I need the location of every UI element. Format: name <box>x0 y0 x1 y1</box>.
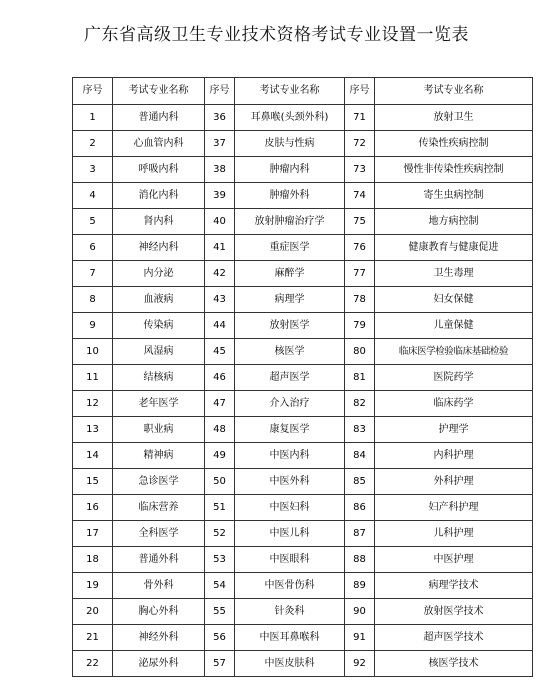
row-number-cell: 92 <box>345 651 375 677</box>
specialty-name-cell: 中医皮肤科 <box>235 651 345 677</box>
specialty-name-cell: 泌尿外科 <box>113 651 205 677</box>
row-number-cell: 57 <box>205 651 235 677</box>
specialty-name-cell: 肾内科 <box>113 209 205 235</box>
row-number-cell: 80 <box>345 339 375 365</box>
row-number-cell: 72 <box>345 131 375 157</box>
row-number-cell: 44 <box>205 313 235 339</box>
specialty-name-cell: 呼吸内科 <box>113 157 205 183</box>
table-row <box>73 131 533 157</box>
specialty-name-cell: 胸心外科 <box>113 599 205 625</box>
row-number-cell: 3 <box>73 157 113 183</box>
column-header-number: 序号 <box>205 78 235 105</box>
row-number-cell: 90 <box>345 599 375 625</box>
row-number-cell: 5 <box>73 209 113 235</box>
table-row <box>73 183 533 209</box>
row-number-cell: 91 <box>345 625 375 651</box>
specialty-name-cell: 医院药学 <box>375 365 533 391</box>
page-title: 广东省高级卫生专业技术资格考试专业设置一览表 <box>84 25 469 45</box>
row-number-cell: 79 <box>345 313 375 339</box>
row-number-cell: 83 <box>345 417 375 443</box>
row-number-cell: 12 <box>73 391 113 417</box>
table-row <box>73 261 533 287</box>
specialty-name-cell: 中医耳鼻喉科 <box>235 625 345 651</box>
column-header-number: 序号 <box>73 78 113 105</box>
row-number-cell: 84 <box>345 443 375 469</box>
table-row <box>73 573 533 599</box>
specialty-name-cell: 放射卫生 <box>375 105 533 131</box>
row-number-cell: 85 <box>345 469 375 495</box>
specialty-name-cell: 传染病 <box>113 313 205 339</box>
specialty-name-cell: 全科医学 <box>113 521 205 547</box>
table-row <box>73 157 533 183</box>
table-row <box>73 365 533 391</box>
row-number-cell: 37 <box>205 131 235 157</box>
specialty-name-cell: 慢性非传染性疾病控制 <box>375 157 533 183</box>
specialty-name-cell: 内分泌 <box>113 261 205 287</box>
specialty-name-cell: 儿童保健 <box>375 313 533 339</box>
table-row <box>73 599 533 625</box>
row-number-cell: 11 <box>73 365 113 391</box>
row-number-cell: 74 <box>345 183 375 209</box>
table-row <box>73 339 533 365</box>
table-row <box>73 391 533 417</box>
specialty-name-cell: 消化内科 <box>113 183 205 209</box>
table-row <box>73 547 533 573</box>
row-number-cell: 54 <box>205 573 235 599</box>
row-number-cell: 38 <box>205 157 235 183</box>
row-number-cell: 13 <box>73 417 113 443</box>
row-number-cell: 81 <box>345 365 375 391</box>
specialty-name-cell: 普通内科 <box>113 105 205 131</box>
specialty-name-cell: 中医儿科 <box>235 521 345 547</box>
row-number-cell: 50 <box>205 469 235 495</box>
row-number-cell: 86 <box>345 495 375 521</box>
row-number-cell: 4 <box>73 183 113 209</box>
specialty-name-cell: 病理学技术 <box>375 573 533 599</box>
specialty-name-cell: 血液病 <box>113 287 205 313</box>
table-row <box>73 235 533 261</box>
row-number-cell: 36 <box>205 105 235 131</box>
row-number-cell: 9 <box>73 313 113 339</box>
specialty-name-cell: 护理学 <box>375 417 533 443</box>
row-number-cell: 40 <box>205 209 235 235</box>
specialty-name-cell: 超声医学 <box>235 365 345 391</box>
specialty-name-cell: 老年医学 <box>113 391 205 417</box>
column-header-number: 序号 <box>345 78 375 105</box>
row-number-cell: 10 <box>73 339 113 365</box>
row-number-cell: 7 <box>73 261 113 287</box>
specialty-name-cell: 传染性疾病控制 <box>375 131 533 157</box>
row-number-cell: 15 <box>73 469 113 495</box>
column-header-specialty: 考试专业名称 <box>113 78 205 105</box>
specialty-name-cell: 中医外科 <box>235 469 345 495</box>
specialty-name-cell: 地方病控制 <box>375 209 533 235</box>
row-number-cell: 46 <box>205 365 235 391</box>
specialty-name-cell: 超声医学技术 <box>375 625 533 651</box>
specialty-name-cell: 精神病 <box>113 443 205 469</box>
table-row <box>73 105 533 131</box>
row-number-cell: 18 <box>73 547 113 573</box>
row-number-cell: 14 <box>73 443 113 469</box>
row-number-cell: 17 <box>73 521 113 547</box>
table-row <box>73 469 533 495</box>
specialty-name-cell: 针灸科 <box>235 599 345 625</box>
specialty-name-cell: 中医内科 <box>235 443 345 469</box>
table-row <box>73 209 533 235</box>
specialty-name-cell: 卫生毒理 <box>375 261 533 287</box>
row-number-cell: 71 <box>345 105 375 131</box>
specialty-name-cell: 风湿病 <box>113 339 205 365</box>
row-number-cell: 82 <box>345 391 375 417</box>
table-row <box>73 287 533 313</box>
specialty-name-cell: 肿瘤外科 <box>235 183 345 209</box>
specialty-name-cell: 寄生虫病控制 <box>375 183 533 209</box>
specialty-name-cell: 放射肿瘤治疗学 <box>235 209 345 235</box>
row-number-cell: 43 <box>205 287 235 313</box>
column-header-specialty: 考试专业名称 <box>375 78 533 105</box>
row-number-cell: 76 <box>345 235 375 261</box>
specialty-name-cell: 皮肤与性病 <box>235 131 345 157</box>
table-row <box>73 313 533 339</box>
row-number-cell: 22 <box>73 651 113 677</box>
row-number-cell: 78 <box>345 287 375 313</box>
table-row <box>73 495 533 521</box>
specialty-name-cell: 肿瘤内科 <box>235 157 345 183</box>
specialty-name-cell: 神经内科 <box>113 235 205 261</box>
row-number-cell: 56 <box>205 625 235 651</box>
table-row <box>73 651 533 677</box>
specialty-name-cell: 中医妇科 <box>235 495 345 521</box>
row-number-cell: 6 <box>73 235 113 261</box>
specialty-name-cell: 外科护理 <box>375 469 533 495</box>
specialty-name-cell: 普通外科 <box>113 547 205 573</box>
specialty-name-cell: 临床药学 <box>375 391 533 417</box>
row-number-cell: 2 <box>73 131 113 157</box>
row-number-cell: 88 <box>345 547 375 573</box>
row-number-cell: 77 <box>345 261 375 287</box>
row-number-cell: 20 <box>73 599 113 625</box>
table-row <box>73 521 533 547</box>
specialty-name-cell: 临床营养 <box>113 495 205 521</box>
specialty-name-cell: 病理学 <box>235 287 345 313</box>
specialty-name-cell: 康复医学 <box>235 417 345 443</box>
specialty-table <box>72 77 533 677</box>
specialty-name-cell: 骨外科 <box>113 573 205 599</box>
table-body <box>73 105 533 677</box>
specialty-name-cell: 儿科护理 <box>375 521 533 547</box>
specialty-name-cell: 中医护理 <box>375 547 533 573</box>
row-number-cell: 1 <box>73 105 113 131</box>
specialty-name-cell: 健康教育与健康促进 <box>375 235 533 261</box>
specialty-name-cell: 急诊医学 <box>113 469 205 495</box>
row-number-cell: 8 <box>73 287 113 313</box>
specialty-name-cell: 职业病 <box>113 417 205 443</box>
table-row <box>73 417 533 443</box>
specialty-name-cell: 神经外科 <box>113 625 205 651</box>
specialty-name-cell: 重症医学 <box>235 235 345 261</box>
specialty-name-cell: 核医学技术 <box>375 651 533 677</box>
row-number-cell: 41 <box>205 235 235 261</box>
row-number-cell: 73 <box>345 157 375 183</box>
row-number-cell: 19 <box>73 573 113 599</box>
specialty-name-cell: 结核病 <box>113 365 205 391</box>
specialty-name-cell: 心血管内科 <box>113 131 205 157</box>
row-number-cell: 21 <box>73 625 113 651</box>
table-header-row <box>73 78 533 105</box>
row-number-cell: 89 <box>345 573 375 599</box>
column-header-specialty: 考试专业名称 <box>235 78 345 105</box>
row-number-cell: 49 <box>205 443 235 469</box>
specialty-name-cell: 耳鼻喉(头颈外科) <box>235 105 345 131</box>
specialty-name-cell: 妇产科护理 <box>375 495 533 521</box>
specialty-name-cell: 核医学 <box>235 339 345 365</box>
row-number-cell: 47 <box>205 391 235 417</box>
specialty-name-cell: 放射医学技术 <box>375 599 533 625</box>
specialty-name-cell: 麻醉学 <box>235 261 345 287</box>
row-number-cell: 55 <box>205 599 235 625</box>
row-number-cell: 87 <box>345 521 375 547</box>
table-row <box>73 625 533 651</box>
specialty-name-cell: 介入治疗 <box>235 391 345 417</box>
row-number-cell: 51 <box>205 495 235 521</box>
specialty-name-cell: 放射医学 <box>235 313 345 339</box>
row-number-cell: 52 <box>205 521 235 547</box>
row-number-cell: 42 <box>205 261 235 287</box>
specialty-name-cell: 中医眼科 <box>235 547 345 573</box>
row-number-cell: 45 <box>205 339 235 365</box>
specialty-name-cell: 临床医学检验临床基础检验 <box>375 339 533 365</box>
specialty-name-cell: 中医骨伤科 <box>235 573 345 599</box>
table-row <box>73 443 533 469</box>
specialty-name-cell: 妇女保健 <box>375 287 533 313</box>
row-number-cell: 53 <box>205 547 235 573</box>
row-number-cell: 16 <box>73 495 113 521</box>
row-number-cell: 39 <box>205 183 235 209</box>
row-number-cell: 48 <box>205 417 235 443</box>
specialty-name-cell: 内科护理 <box>375 443 533 469</box>
row-number-cell: 75 <box>345 209 375 235</box>
